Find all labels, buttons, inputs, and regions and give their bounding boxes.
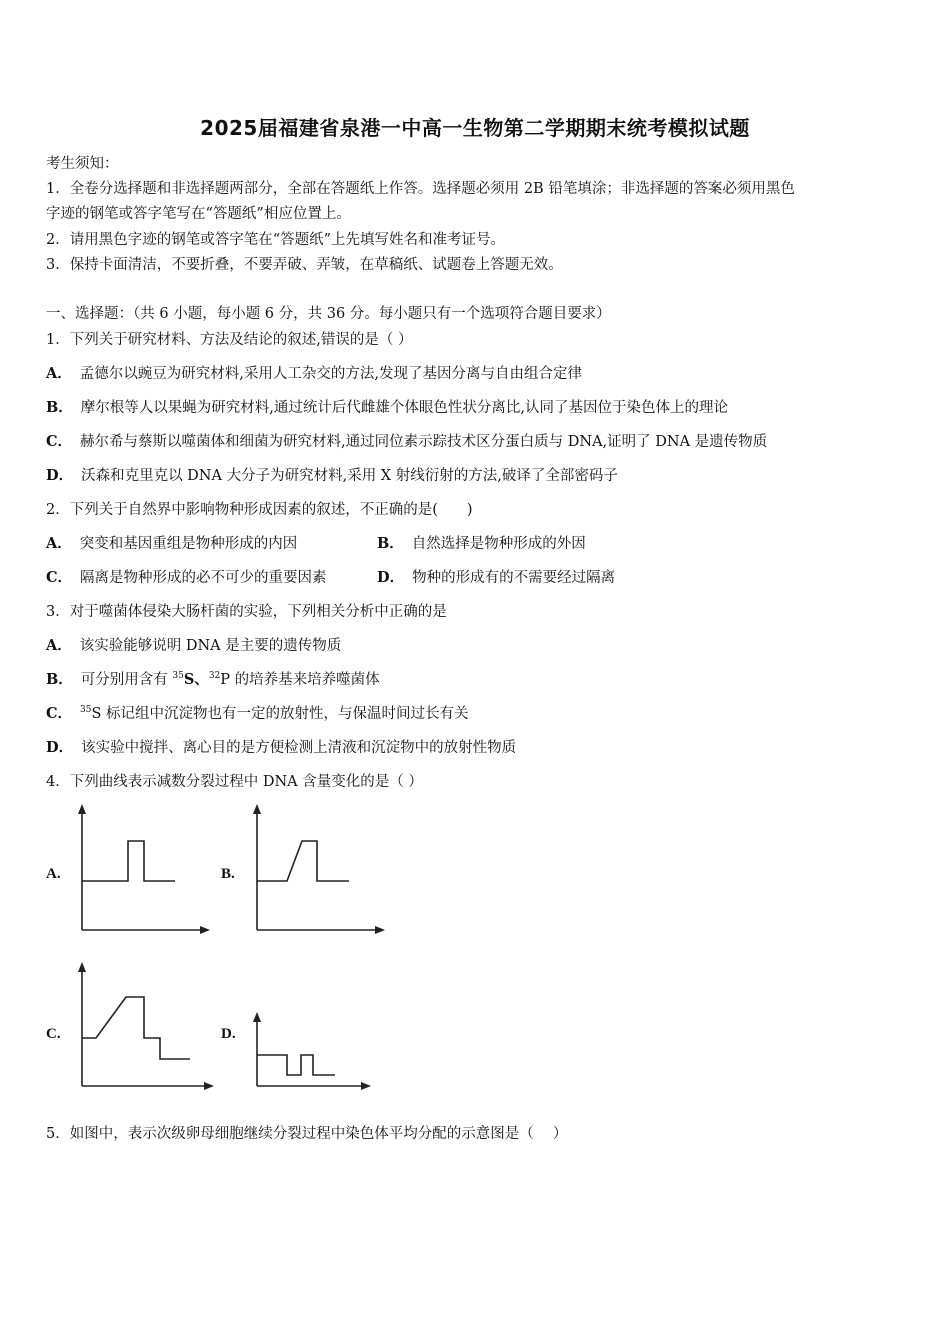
option-letter: A．	[46, 535, 72, 552]
graph-d	[245, 1008, 380, 1096]
page-title: 2025届福建省泉港一中高一生物第二学期期末统考模拟试题	[200, 116, 750, 140]
question-3-option-b	[46, 668, 380, 689]
x-axis-arrow-icon	[200, 926, 210, 934]
notice-heading: 考生须知：	[46, 156, 119, 172]
option-text: 沃森和克里克以 DNA 大分子为研究材料,采用 X 射线衍射的方法,破译了全部密码子	[81, 468, 618, 484]
isotope-symbol: S、	[183, 671, 209, 688]
dna-curve	[82, 841, 175, 881]
x-axis-arrow-icon	[361, 1082, 371, 1090]
graph-b	[245, 800, 390, 938]
question-1-option-c	[46, 430, 767, 451]
section-heading: 一、选择题：（共 6 小题，每小题 6 分，共 36 分。每小题只有一个选项符合题目要求）	[46, 306, 611, 322]
option-letter: D．	[377, 569, 405, 586]
option-letter: C．	[46, 433, 73, 450]
option-letter: A．	[46, 365, 72, 382]
notice-line-3: 3．保持卡面清洁，不要折叠，不要弄破、弄皱，在草稿纸、试题卷上答题无效。	[46, 257, 563, 273]
x-axis-arrow-icon	[204, 1082, 214, 1090]
option-text: 自然选择是物种形成的外因	[411, 536, 586, 552]
graph-c	[70, 958, 215, 1096]
isotope-mass: 35	[80, 705, 92, 715]
question-5-stem: 5．如图中，表示次级卵母细胞继续分裂过程中染色体平均分配的示意图是（ ）	[46, 1126, 568, 1142]
option-text: 赫尔希与蔡斯以噬菌体和细菌为研究材料,通过同位素示踪技术区分蛋白质与 DNA,证明了 DNA 是遗传物质	[80, 434, 768, 450]
question-2-option-d	[377, 566, 615, 587]
option-letter: B．	[377, 535, 404, 552]
option-letter: A．	[46, 637, 72, 654]
option-letter: C．	[46, 705, 73, 722]
option-letter: B．	[46, 671, 73, 688]
isotope-mass: 35	[172, 671, 184, 681]
notice-line-1a: 1．全卷分选择题和非选择题两部分，全部在答题纸上作答。选择题必须用 2B 铅笔填涂；非选择题的答案必须用黑色	[46, 181, 795, 197]
question-1-option-d	[46, 464, 618, 485]
graph-b-label: B.	[221, 866, 235, 882]
question-3-option-c	[46, 702, 469, 723]
graph-c-label: C.	[46, 1026, 61, 1042]
graph-a	[70, 800, 215, 938]
option-text: 物种的形成有的不需要经过隔离	[412, 570, 616, 586]
graph-a-label: A.	[46, 866, 61, 882]
dna-curve	[257, 841, 349, 881]
question-2-option-c	[46, 566, 327, 587]
isotope-mass: 32	[208, 671, 221, 681]
option-text: 可分别用含有	[80, 672, 173, 688]
question-2-option-a	[46, 532, 297, 553]
notice-line-1b: 字迹的钢笔或答字笔写在“答题纸”相应位置上。	[46, 206, 351, 222]
dna-curve	[82, 997, 190, 1059]
question-1-option-a	[46, 362, 582, 383]
option-text: 隔离是物种形成的必不可少的重要因素	[80, 570, 327, 586]
question-1-stem: 1．下列关于研究材料、方法及结论的叙述,错误的是（ ）	[46, 332, 413, 348]
dna-curve	[257, 1055, 335, 1075]
option-letter: C．	[46, 569, 73, 586]
option-letter: D．	[46, 467, 74, 484]
graph-d-label: D.	[221, 1026, 236, 1042]
option-text: 孟德尔以豌豆为研究材料,采用人工杂交的方法,发现了基因分离与自由组合定律	[79, 366, 582, 382]
question-3-stem: 3．对于噬菌体侵染大肠杆菌的实验，下列相关分析中正确的是	[46, 604, 447, 620]
option-letter: B．	[46, 399, 73, 416]
question-3-option-a	[46, 634, 341, 655]
question-3-option-d	[46, 736, 516, 757]
question-2-option-b	[377, 532, 586, 553]
option-text: 摩尔根等人以果蝇为研究材料,通过统计后代雌雄个体眼色性状分离比,认同了基因位于染色体上的理论	[80, 400, 728, 416]
question-1-option-b	[46, 396, 728, 417]
notice-line-2: 2．请用黑色字迹的钢笔或答字笔在“答题纸”上先填写姓名和准考证号。	[46, 232, 506, 248]
option-text: 该实验能够说明 DNA 是主要的遗传物质	[79, 638, 342, 654]
x-axis-arrow-icon	[375, 926, 385, 934]
question-2-stem: 2．下列关于自然界中影响物种形成因素的叙述，不正确的是( )	[46, 502, 473, 518]
option-letter: D．	[46, 739, 74, 756]
option-text: 该实验中搅拌、离心目的是方便检测上清液和沉淀物中的放射性物质	[81, 740, 517, 756]
question-4-stem: 4．下列曲线表示减数分裂过程中 DNA 含量变化的是（ ）	[46, 774, 423, 790]
option-text: 突变和基因重组是物种形成的内因	[79, 536, 298, 552]
option-text: P 的培养基来培养噬菌体	[220, 672, 380, 688]
option-text: S 标记组中沉淀物也有一定的放射性，与保温时间过长有关	[91, 706, 469, 722]
